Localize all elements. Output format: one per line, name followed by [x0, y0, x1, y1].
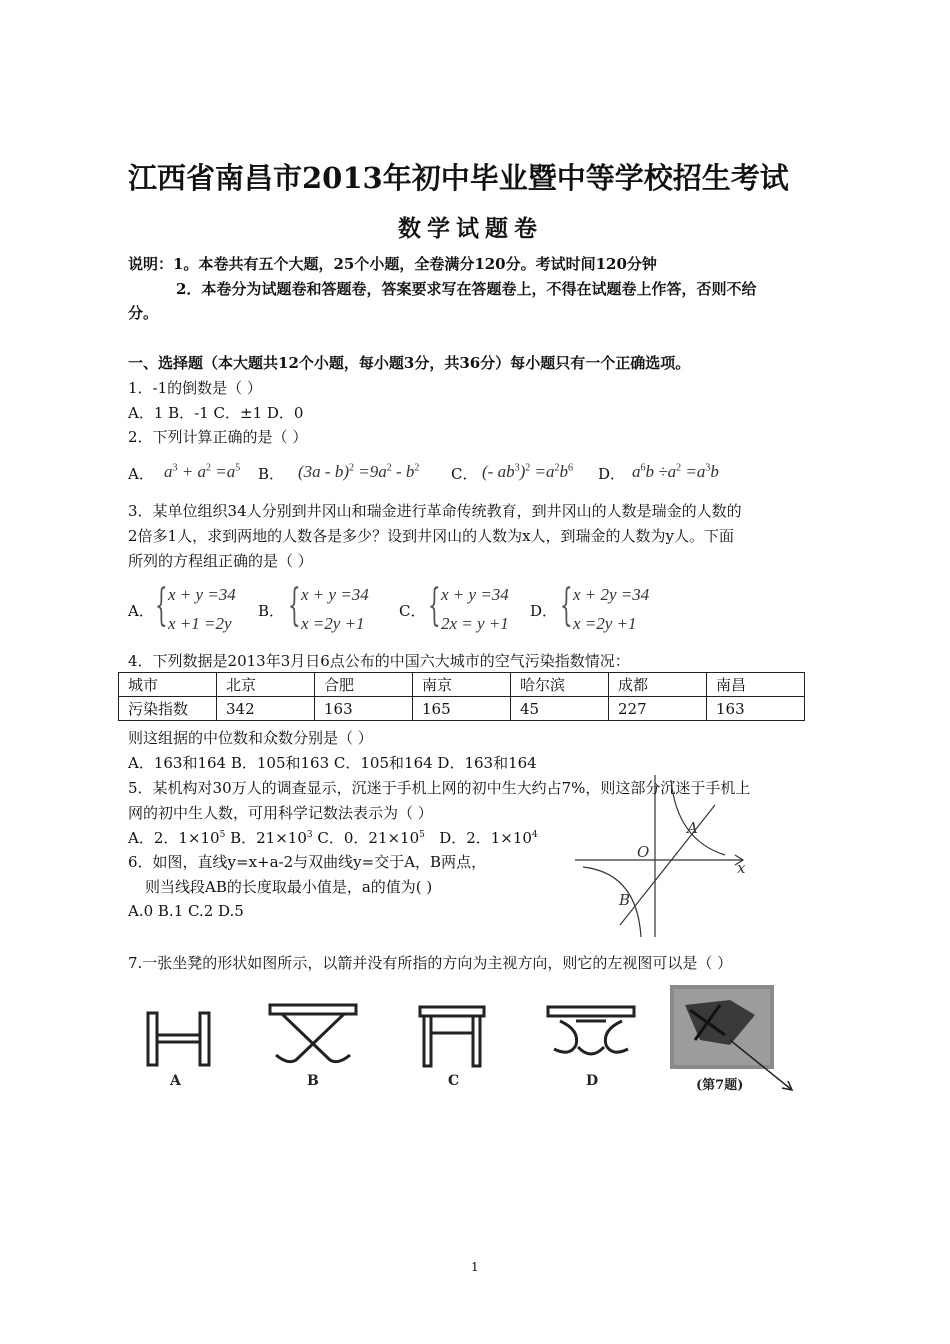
q1-stem: 1．-1的倒数是（ ）	[128, 379, 262, 397]
table-cell: 南昌	[707, 673, 805, 697]
q3-option-c-eq2: 2x = y +1	[441, 614, 509, 633]
q5-option-b-exponent: 3	[306, 830, 313, 840]
table-cell: 污染指数	[119, 697, 217, 721]
q3-option-a-eq1: x + y =34	[168, 585, 236, 604]
label-point-b: B	[619, 891, 631, 909]
pollution-table	[118, 672, 805, 721]
page-number: 1	[471, 1260, 479, 1274]
q5-options	[128, 827, 538, 848]
q7-stem: 7.一张坐凳的形状如图所示，以箭并没有所指的方向为主视方向，则它的左视图可以是（ ）	[128, 954, 733, 972]
option-b-label: B	[307, 1073, 319, 1089]
q2-option-d-label: D．	[598, 465, 626, 483]
q6-line-2: 则当线段AB的长度取最小值是，a的值为( )	[145, 878, 433, 896]
table-cell: 165	[413, 697, 511, 721]
section-heading: 一、选择题（本大题共12个小题，每小题3分，共36分）每小题只有一个正确选项。	[128, 354, 691, 372]
q2-option-d-expression: $a^6b \div a^2 =a^3b$	[632, 462, 719, 481]
q4-options: A．163和164 B．105和163 C．105和164 D．163和164	[128, 754, 537, 772]
q3-option-c-brace: {	[428, 580, 441, 631]
label-origin: O	[637, 843, 650, 861]
q3-option-a-label: A．	[128, 602, 154, 620]
table-cell: 北京	[217, 673, 315, 697]
table-cell: 成都	[609, 673, 707, 697]
q3-option-c-label: C．	[399, 602, 426, 620]
q6-hyperbola-figure	[575, 775, 750, 940]
q5-option-d: D．2．1×10	[439, 829, 532, 847]
hyperbola-branch-upper	[671, 780, 725, 855]
q5-option-c: C．0．21×10	[317, 829, 420, 847]
figure-caption: (第7题)	[696, 1078, 744, 1093]
q7-options-figure	[130, 985, 800, 1100]
q2-option-a-label: A．	[128, 465, 154, 483]
q3-option-c-eq1: x + y =34	[441, 585, 509, 604]
table-cell: 45	[511, 697, 609, 721]
table-header-row	[119, 673, 805, 697]
table-cell: 城市	[119, 673, 217, 697]
table-cell: 163	[315, 697, 413, 721]
q5-option-a-exponent: 5	[219, 830, 226, 840]
q3-option-a-brace: {	[155, 580, 168, 631]
stool-option-d-icon	[548, 1007, 634, 1054]
table-row	[119, 697, 805, 721]
table-cell: 合肥	[315, 673, 413, 697]
q2-option-c-expression: (- $ab^3)^2 =a^2b^6$	[482, 462, 573, 481]
q3-option-b-eq1: x + y =34	[301, 585, 369, 604]
q5-option-a: A．2．1×10	[128, 829, 220, 847]
q3-option-d-brace: {	[560, 580, 573, 631]
stool-photo	[670, 985, 792, 1090]
q4-question: 则这组据的中位数和众数分别是（ ）	[128, 729, 373, 747]
q3-option-b-label: B．	[258, 602, 285, 620]
option-a-label: A	[170, 1073, 181, 1089]
label-x-axis: x	[737, 859, 746, 877]
hyperbola-branch-lower	[583, 867, 641, 937]
q2-option-b-expression: $(3a - b)^2 =9a^2 - b^2$	[298, 462, 420, 481]
q4-stem: 4．下列数据是2013年3月日6点公布的中国六大城市的空气污染指数情况：	[128, 652, 630, 670]
q2-option-b-label: B．	[258, 465, 285, 483]
q3-line-3: 所列的方程组正确的是（ ）	[128, 552, 313, 570]
table-cell: 哈尔滨	[511, 673, 609, 697]
q3-option-b-eq2: x =2y +1	[301, 614, 365, 633]
notes-line-1: 说明：1。本卷共有五个大题，25个小题，全卷满分120分。考试时间120分钟	[128, 255, 657, 273]
stool-option-c-icon	[420, 1007, 484, 1066]
q5-line-2: 网的初中生人数，可用科学记数法表示为（ ）	[128, 804, 433, 822]
page-subtitle: 数学试题卷	[398, 215, 543, 242]
notes-line-2: 2．本卷分为试题卷和答题卷，答案要求写在答题卷上，不得在试题卷上作答，否则不给	[176, 280, 757, 298]
q1-options: A．1 B．-1 C．±1 D．0	[128, 404, 304, 422]
table-cell: 南京	[413, 673, 511, 697]
label-point-a: A	[687, 819, 698, 837]
line-ab	[620, 805, 715, 925]
stool-option-a-icon	[148, 1013, 209, 1065]
q2-option-a-expression: $a^3 + a^2 =a^5$	[164, 462, 241, 481]
table-cell: 342	[217, 697, 315, 721]
q5-option-d-exponent: 4	[531, 830, 538, 840]
stool-option-b-icon	[270, 1005, 356, 1062]
table-cell: 227	[609, 697, 707, 721]
notes-line-3: 分。	[128, 304, 159, 322]
table-cell: 163	[707, 697, 805, 721]
q6-options: A.0 B.1 C.2 D.5	[128, 902, 244, 920]
q3-option-d-label: D．	[530, 602, 558, 620]
q5-option-b: B．21×10	[230, 829, 307, 847]
q5-option-c-exponent: 5	[419, 830, 425, 840]
q3-line-2: 2倍多1人，求到两地的人数各是多少？设到井冈山的人数为x人，到瑞金的人数为y人。下面	[128, 527, 735, 545]
q3-line-1: 3．某单位组织34人分别到井冈山和瑞金进行革命传统教育，到井冈山的人数是瑞金的人数的	[128, 502, 742, 520]
q2-option-c-label: C．	[451, 465, 478, 483]
q6-line-1: 6．如图，直线y=x+a-2与双曲线y=交于A，B两点，	[128, 853, 487, 871]
q3-option-d-eq2: x =2y +1	[573, 614, 637, 633]
q5-line-1: 5．某机构对30万人的调查显示，沉迷于手机上网的初中生大约占7%，则这部分沉迷于手机上	[128, 779, 751, 797]
option-d-label: D	[586, 1073, 599, 1089]
q3-option-b-brace: {	[288, 580, 301, 631]
option-c-label: C	[448, 1073, 460, 1089]
q3-option-a-eq2: x +1 =2y	[168, 614, 232, 633]
q2-stem: 2．下列计算正确的是（ ）	[128, 428, 308, 446]
page-title: 江西省南昌市2013年初中毕业暨中等学校招生考试	[128, 161, 789, 195]
q3-option-d-eq1: x + 2y =34	[573, 585, 650, 604]
